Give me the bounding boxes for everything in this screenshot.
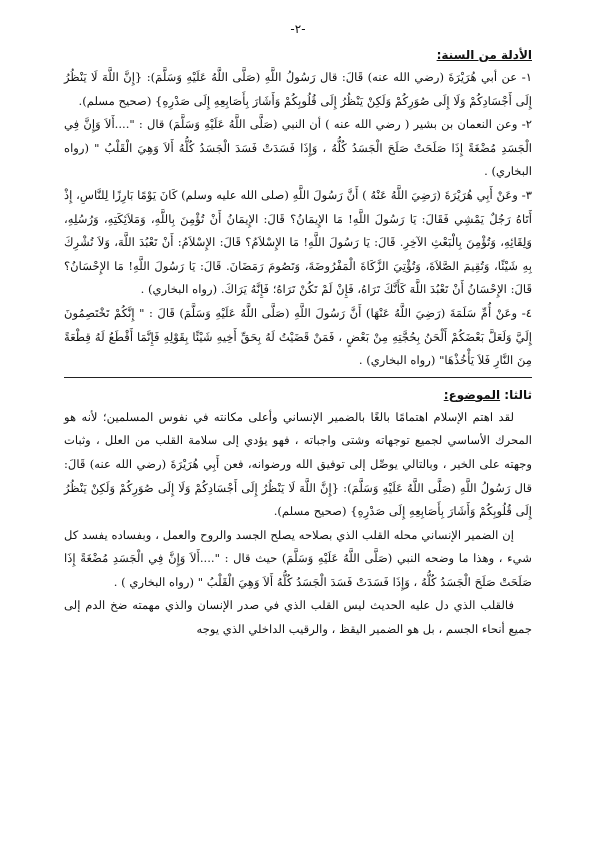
topic-paragraph-3: فالقلب الذي دل عليه الحديث ليس القلب الذي في صدر الإنسان والذي مهمته ضخ الدم إلى جميع أنحاء الجسم ، بل هو الضمير اليقظ ، والرقيب الداخلي الذي يوجه <box>64 598 532 637</box>
topic-paragraph-1: لقد اهتم الإسلام اهتمامًا بالغًا بالضمير الإنساني وأعلى مكانته في نفوس المسلمين؛ لأنه هو المحرك الأساسي لجميع توجهاته وشتى واجباته ، فهو يؤدي إلى سلامة القلب من العلل ، وثبات وجهته على الخير ، وبالتالي يوصِّل إلى توفيق الله ورضوانه، فعن أَبِي هُرَيْرَةَ (رضي الله عنه) قَالَ: قال رَسُولُ اللَّهِ (صَلَّى اللَّهُ عَلَيْهِ وَسَلَّمَ): {إِنَّ اللَّهَ لَا يَنْظُرُ إِلَى أَجْسَادِكُمْ وَلَا إِلَى صُوَرِكُمْ وَلَكِنْ يَنْظُرُ إِلَى قُلُوبِكُمْ وَأَشَارَ بِأَصَابِعِهِ إِلَى صَدْرِهِ} (صحيح مسلم). <box>64 409 532 519</box>
section-divider <box>64 377 532 378</box>
topic-heading <box>64 384 532 406</box>
hadith-item-1 <box>64 66 532 113</box>
evidence-heading <box>64 44 532 66</box>
evidence-section <box>64 44 532 373</box>
hadith-item-2 <box>64 113 532 184</box>
hadith-number: ٣- <box>521 187 533 202</box>
hadith-number: ٢- <box>521 117 532 132</box>
hadith-text: وعن النعمان بن بشير ( رضي الله عنه ) أن النبي (صَلَّى اللَّهُ عَلَيْهِ وَسَلَّمَ) قال : "....أَلاَ وَإِنَّ فِي الْجَسَدِ مُضْغَةً إِذَا صَلَحَتْ صَلَحَ الْجَسَدُ كُلُّهُ ، وَإِذَا فَسَدَتْ فَسَدَ الْجَسَدُ كُلُّهُ أَلاَ وَهِيَ الْقَلْبُ " (رواه البخاري) . <box>64 117 532 179</box>
hadith-number: ١- <box>521 70 532 84</box>
hadith-text: وعَنْ أُمِّ سَلَمَةَ (رَضِيَ اللَّهُ عَنْهَا) أَنَّ رَسُولَ اللَّهِ (صَلَّى اللَّهُ عَلَيْهِ وَسَلَّمَ) قَالَ : " إِنَّكُمْ تَخْتَصِمُونَ إِلَيَّ وَلَعَلَّ بَعْضَكُمْ أَلْحَنُ بِحُجَّتِهِ مِنْ بَعْضٍ ، فَمَنْ قَضَيْتُ لَهُ بِحَقِّ أَخِيهِ شَيْئًا بِقَوْلِهِ فَإِنَّمَا أَقْطَعُ لَهُ قِطْعَةً مِنَ النَّارِ فَلاَ يَأْخُذْهَا" (رواه البخاري) . <box>64 305 532 368</box>
hadith-item-4 <box>64 302 532 373</box>
page-number: -٢- <box>290 22 306 36</box>
topic-paragraph-2: إن الضمير الإنساني محله القلب الذي بصلاحه يصلح الجسد والروح والعمل ، وبفساده يفسد كل شيء ، وهذا ما وضحه النبي (صَلَّى اللَّهُ عَلَيْهِ وَسَلَّمَ) حيث قال : "....أَلاَ وَإِنَّ فِي الْجَسَدِ مُضْغَةً إِذَا صَلَحَتْ صَلَحَ الْجَسَدُ كُلُّهُ ، وَإِذَا فَسَدَتْ فَسَدَ الْجَسَدُ كُلُّهُ أَلاَ وَهِيَ الْقَلْبُ " (رواه البخاري ) . <box>64 527 532 589</box>
topic-heading-label: الموضوع: <box>443 387 501 402</box>
hadith-number: ٤- <box>521 305 532 320</box>
hadith-text: وعَنْ أَبِي هُرَيْرَةَ (رَضِيَ اللَّهُ عَنْهُ ) أَنَّ رَسُولَ اللَّهِ (صلى الله عليه وسلم) كَانَ يَوْمًا بَارِزًا لِلنَّاسِ، إِذْ أَتَاهُ رَجُلٌ يَمْشِي فَقَالَ: يَا رَسُولَ اللَّهِ! مَا الإِيمَانُ؟ قَالَ: الإِيمَانُ أَنْ تُؤْمِنَ بِاللَّهِ، وَمَلاَئِكَتِهِ، وَرُسُلِهِ، وَلِقَائِهِ، وَتُؤْمِنَ بِالْبَعْثِ الآخِرِ. قَالَ: يَا رَسُولَ اللَّهِ! مَا الإِسْلاَمُ؟ قَالَ: الإِسْلاَمُ: أَنْ تَعْبُدَ اللَّهَ، وَلاَ تُشْرِكَ بِهِ شَيْئًا، وَتُقِيمَ الصَّلاَةَ، وَتُؤْتِيَ الزَّكَاةَ الْمَفْرُوضَةَ، وَتَصُومَ رَمَضَانَ. قَالَ: يَا رَسُولَ اللَّهِ! مَا الإِحْسَانُ؟ قَالَ: الإِحْسَانُ أَنْ تَعْبُدَ اللَّهَ كَأَنَّكَ تَرَاهُ، فَإِنْ لَمْ تَكُنْ تَرَاهُ؛ فَإِنَّهُ يَرَاكَ. (رواه البخاري) . <box>64 187 532 297</box>
evidence-heading-text: الأدلة من السنة: <box>436 48 532 62</box>
page-content <box>64 44 532 642</box>
topic-section <box>64 384 532 642</box>
hadith-text: عن أبي هُرَيْرَةَ (رضي الله عنه) قَالَ: قال رَسُولُ اللَّهِ (صَلَّى اللَّهُ عَلَيْهِ وَسَلَّمَ): {إِنَّ اللَّهَ لَا يَنْظُرُ إِلَى أَجْسَادِكُمْ وَلَا إِلَى صُوَرِكُمْ وَلَكِنْ يَنْظُرُ إِلَى قُلُوبِكُمْ وَأَشَارَ بِأَصَابِعِهِ إِلَى صَدْرِهِ} (صحيح مسلم). <box>64 70 532 108</box>
topic-heading-prefix: ثالثا: <box>504 387 532 402</box>
hadith-item-3 <box>64 184 532 302</box>
